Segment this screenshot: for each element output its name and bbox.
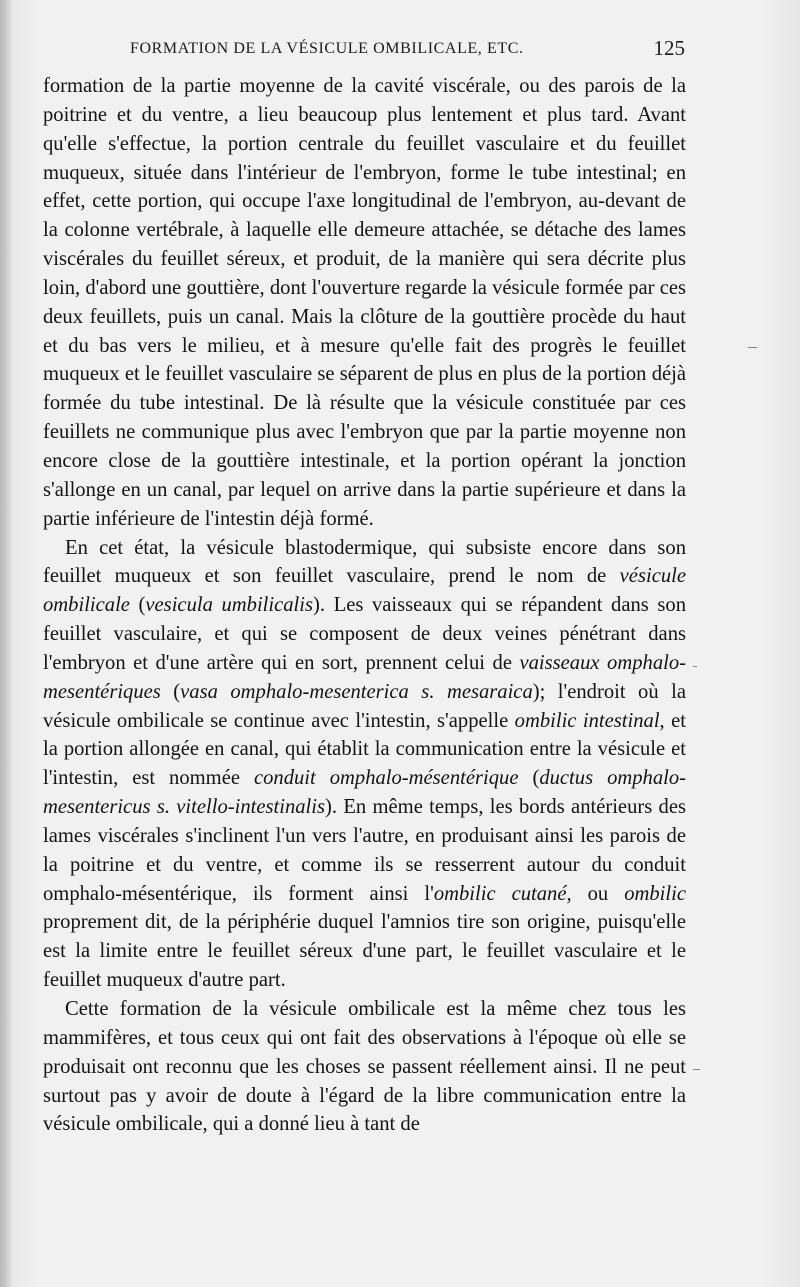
text-segment: formation de la partie moyenne de la cavité viscérale, ou des parois de la poitrine et du ventre, a lieu beaucoup plus lentement et plus tard. Avant qu'elle s'effectue, la portion centrale du feuillet vasculaire et du feuillet muqueux, située dans l'intérieur de l'embryon, forme le tube intestinal; en effet, cette portion, qui occupe l'axe longitudinal de l'embryon, au-devant de la colonne vertébrale, à laquelle elle demeure attachée, se détache des lames viscérales du feuillet séreux, et produit, de la manière qui sera décrite plus loin, d'abord une gouttière, dont l'ouverture regarde la vésicule formée par ces deux feuillets, puis un canal. Mais la clôture de la gouttière procède du haut et du bas vers le milieu, et à mesure qu'elle fait des progrès le feuillet muqueux et le feuillet vasculaire se séparent de plus en plus de la portion déjà formée du tube intestinal. De là résulte que la vésicule constituée par ces feuillets ne communique plus avec l'embryon que par la partie moyenne non encore close de la gouttière intestinale, et la portion opérant la jonction s'allonge en un canal, par lequel on arrive dans la partie supérieure et dans la partie inférieure de l'intestin déjà formé. [43,75,686,530]
italic-term: conduit omphalo-mésentérique [253,767,519,790]
text-segment: , et la portion allongée en canal, qui établit la communication entre la vésicule et l'intestin, est nommée [43,709,686,790]
text-segment: ( [518,767,540,790]
text-segment: En cet état, la vésicule blastodermique, qui subsiste encore dans son feuillet muqueux et son feuillet vasculaire, prend le nom de [43,536,686,588]
italic-term: ductus omphalo-mesentericus s. vitello-intestinalis [43,767,686,819]
italic-term: vésicule ombilicale [43,565,686,617]
paragraph [43,72,686,534]
italic-term: ombilic cutané [433,882,567,905]
text-segment: ). Les vaisseaux qui se répandent dans son feuillet vasculaire, et qui se composent de deux veines pénétrant dans l'embryon et d'une artère qui en sort, prennent celui de [43,594,687,674]
paragraph [43,534,686,996]
text-segment: ); l'endroit où la vésicule ombilicale se continue avec l'intestin, s'appelle [43,680,686,732]
text-segment: , ou [566,882,625,905]
body-text [43,72,686,1139]
running-title: FORMATION DE LA VÉSICULE OMBILICALE, ETC. [130,40,524,57]
text-segment: Cette formation de la vésicule ombilicale est la même chez tous les mammifères, et tous ceux qui ont fait des observations à l'époque où elle se produisait ont reconnu que les choses se passent réellement ainsi. Il ne peut surtout pas y avoir de doute à l'égard de la libre communication entre la vésicule ombilicale, qui a donné lieu à tant de [43,998,686,1136]
page-edge-shadow [0,0,12,1287]
margin-mark [693,1069,700,1070]
text-segment: proprement dit, de la périphérie duquel l'amnios tire son origine, puisqu'elle est la limite entre le feuillet séreux d'une part, le feuillet vasculaire et le feuillet muqueux d'autre part. [43,911,686,992]
italic-term: vaisseaux omphalo-mesentériques [43,651,686,703]
text-segment: ( [160,680,181,703]
italic-term: ombilic intestinal [514,709,660,732]
text-segment: ( [129,594,146,617]
italic-term: ombilic [624,882,686,905]
paragraph [43,995,686,1139]
italic-term: vasa omphalo-mesenterica s. mesaraica [180,680,533,703]
page-number: 125 [653,36,685,60]
margin-mark [748,347,757,348]
text-segment: ). En même temps, les bords antérieurs des lames viscérales s'inclinent l'un vers l'autre, en produisant ainsi les parois de la poitrine et du ventre, et comme ils se resserrent autour du conduit omphalo-mésentérique, ils forment ainsi l' [43,796,687,905]
italic-term: vesicula umbilicalis [145,594,314,617]
running-head [130,36,685,66]
margin-mark [693,666,697,667]
